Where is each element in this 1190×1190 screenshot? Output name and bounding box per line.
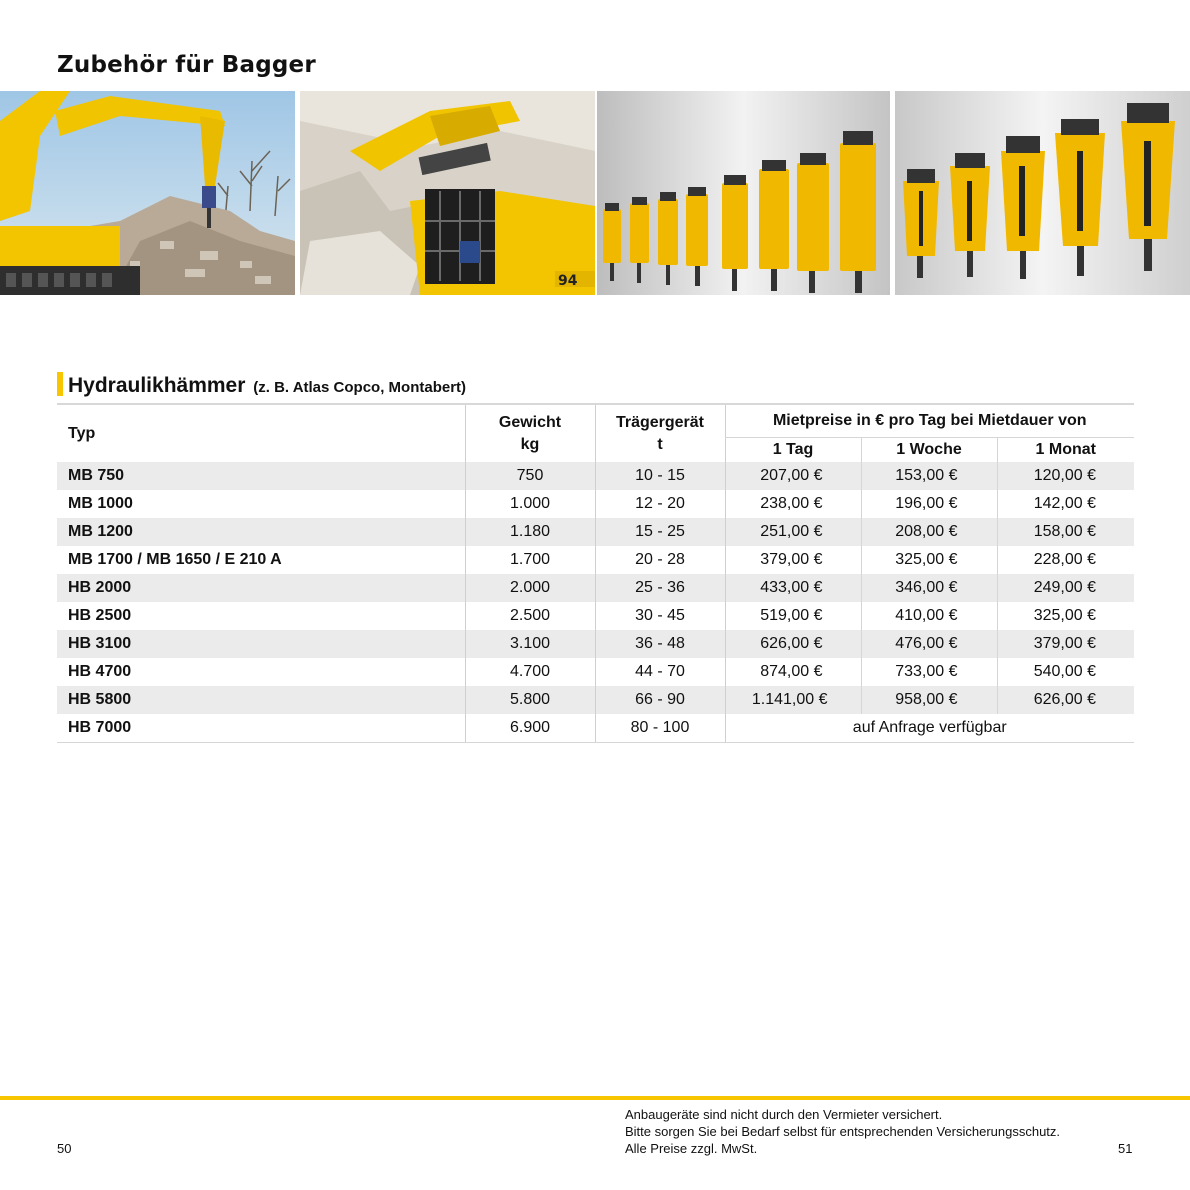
cell-week: 958,00 € (861, 686, 997, 714)
cell-traeger: 30 - 45 (595, 602, 725, 630)
cell-week: 346,00 € (861, 574, 997, 602)
table-row (57, 630, 1134, 658)
header-month: 1 Monat (997, 438, 1134, 463)
cell-traeger: 15 - 25 (595, 518, 725, 546)
header-traeger-unit: t (657, 435, 663, 453)
cell-typ: HB 2500 (57, 602, 465, 630)
cell-gewicht: 3.100 (465, 630, 595, 658)
cell-traeger: 44 - 70 (595, 658, 725, 686)
header-week: 1 Woche (861, 438, 997, 463)
cell-traeger: 10 - 15 (595, 462, 725, 490)
cell-traeger: 36 - 48 (595, 630, 725, 658)
cell-on-request: auf Anfrage verfügbar (725, 714, 1134, 743)
cell-week: 733,00 € (861, 658, 997, 686)
footnotes (625, 1106, 1060, 1157)
cell-gewicht: 6.900 (465, 714, 595, 743)
cell-day: 874,00 € (725, 658, 861, 686)
page-title: Zubehör für Bagger (57, 52, 316, 78)
cell-traeger: 20 - 28 (595, 546, 725, 574)
cell-gewicht: 5.800 (465, 686, 595, 714)
cell-typ: MB 1700 / MB 1650 / E 210 A (57, 546, 465, 574)
cell-gewicht: 750 (465, 462, 595, 490)
page-number-left: 50 (57, 1141, 72, 1156)
cell-typ: HB 2000 (57, 574, 465, 602)
cell-week: 410,00 € (861, 602, 997, 630)
cell-day: 1.141,00 € (725, 686, 861, 714)
header-day: 1 Tag (725, 438, 861, 463)
cell-month: 626,00 € (997, 686, 1134, 714)
table-row (57, 658, 1134, 686)
cell-gewicht: 2.000 (465, 574, 595, 602)
cell-month: 325,00 € (997, 602, 1134, 630)
footnote-line: Alle Preise zzgl. MwSt. (625, 1141, 758, 1156)
header-gewicht-label: Gewicht (498, 413, 562, 431)
hammer-lineup-photo (597, 91, 890, 295)
section-title (68, 374, 466, 398)
cell-month: 158,00 € (997, 518, 1134, 546)
section-accent-bar (57, 372, 63, 396)
cell-month: 142,00 € (997, 490, 1134, 518)
hammer-group-photo (895, 91, 1190, 295)
section-title-sub: (z. B. Atlas Copco, Montabert) (253, 379, 467, 396)
cell-typ: HB 3100 (57, 630, 465, 658)
cell-traeger: 80 - 100 (595, 714, 725, 743)
header-gewicht (465, 404, 595, 462)
cell-month: 228,00 € (997, 546, 1134, 574)
cell-typ: HB 7000 (57, 714, 465, 743)
cell-typ: MB 750 (57, 462, 465, 490)
cell-day: 433,00 € (725, 574, 861, 602)
cell-day: 626,00 € (725, 630, 861, 658)
header-gewicht-unit: kg (520, 435, 540, 453)
section-title-main: Hydraulikhämmer (68, 374, 246, 397)
table-row (57, 462, 1134, 490)
cell-typ: HB 5800 (57, 686, 465, 714)
cell-month: 249,00 € (997, 574, 1134, 602)
cell-month: 120,00 € (997, 462, 1134, 490)
header-traeger-label: Trägergerät (615, 413, 705, 431)
table-body (57, 462, 1134, 743)
table-row (57, 574, 1134, 602)
cell-gewicht: 2.500 (465, 602, 595, 630)
cell-gewicht: 1.180 (465, 518, 595, 546)
cell-day: 238,00 € (725, 490, 861, 518)
cell-week: 208,00 € (861, 518, 997, 546)
cell-week: 325,00 € (861, 546, 997, 574)
footnote-line: Anbaugeräte sind nicht durch den Vermieter versichert. (625, 1107, 943, 1122)
excavator-with-hammer-photo (0, 91, 295, 295)
header-price-group: Mietpreise in € pro Tag bei Mietdauer von (725, 404, 1134, 438)
svg-text:94: 94 (558, 273, 578, 289)
cell-traeger: 66 - 90 (595, 686, 725, 714)
cell-day: 207,00 € (725, 462, 861, 490)
photo-strip (0, 91, 1190, 295)
cell-traeger: 25 - 36 (595, 574, 725, 602)
table-row (57, 714, 1134, 743)
table-row (57, 546, 1134, 574)
cell-day: 251,00 € (725, 518, 861, 546)
cell-day: 519,00 € (725, 602, 861, 630)
cell-typ: MB 1200 (57, 518, 465, 546)
cell-week: 153,00 € (861, 462, 997, 490)
table-row (57, 490, 1134, 518)
table-row (57, 686, 1134, 714)
header-traeger (595, 404, 725, 462)
cell-gewicht: 1.700 (465, 546, 595, 574)
cell-month: 540,00 € (997, 658, 1134, 686)
table-row (57, 602, 1134, 630)
tunnel-machine-photo (300, 91, 595, 295)
page-number-right: 51 (1118, 1141, 1133, 1156)
cell-month: 379,00 € (997, 630, 1134, 658)
cell-week: 476,00 € (861, 630, 997, 658)
cell-day: 379,00 € (725, 546, 861, 574)
cell-typ: MB 1000 (57, 490, 465, 518)
cell-traeger: 12 - 20 (595, 490, 725, 518)
cell-gewicht: 1.000 (465, 490, 595, 518)
header-typ: Typ (68, 424, 96, 442)
cell-week: 196,00 € (861, 490, 997, 518)
footnote-line: Bitte sorgen Sie bei Bedarf selbst für entsprechenden Versicherungsschutz. (625, 1124, 1061, 1139)
cell-typ: HB 4700 (57, 658, 465, 686)
table-row (57, 518, 1134, 546)
footer-accent-line (0, 1096, 1190, 1100)
price-table (57, 403, 1134, 743)
cell-gewicht: 4.700 (465, 658, 595, 686)
